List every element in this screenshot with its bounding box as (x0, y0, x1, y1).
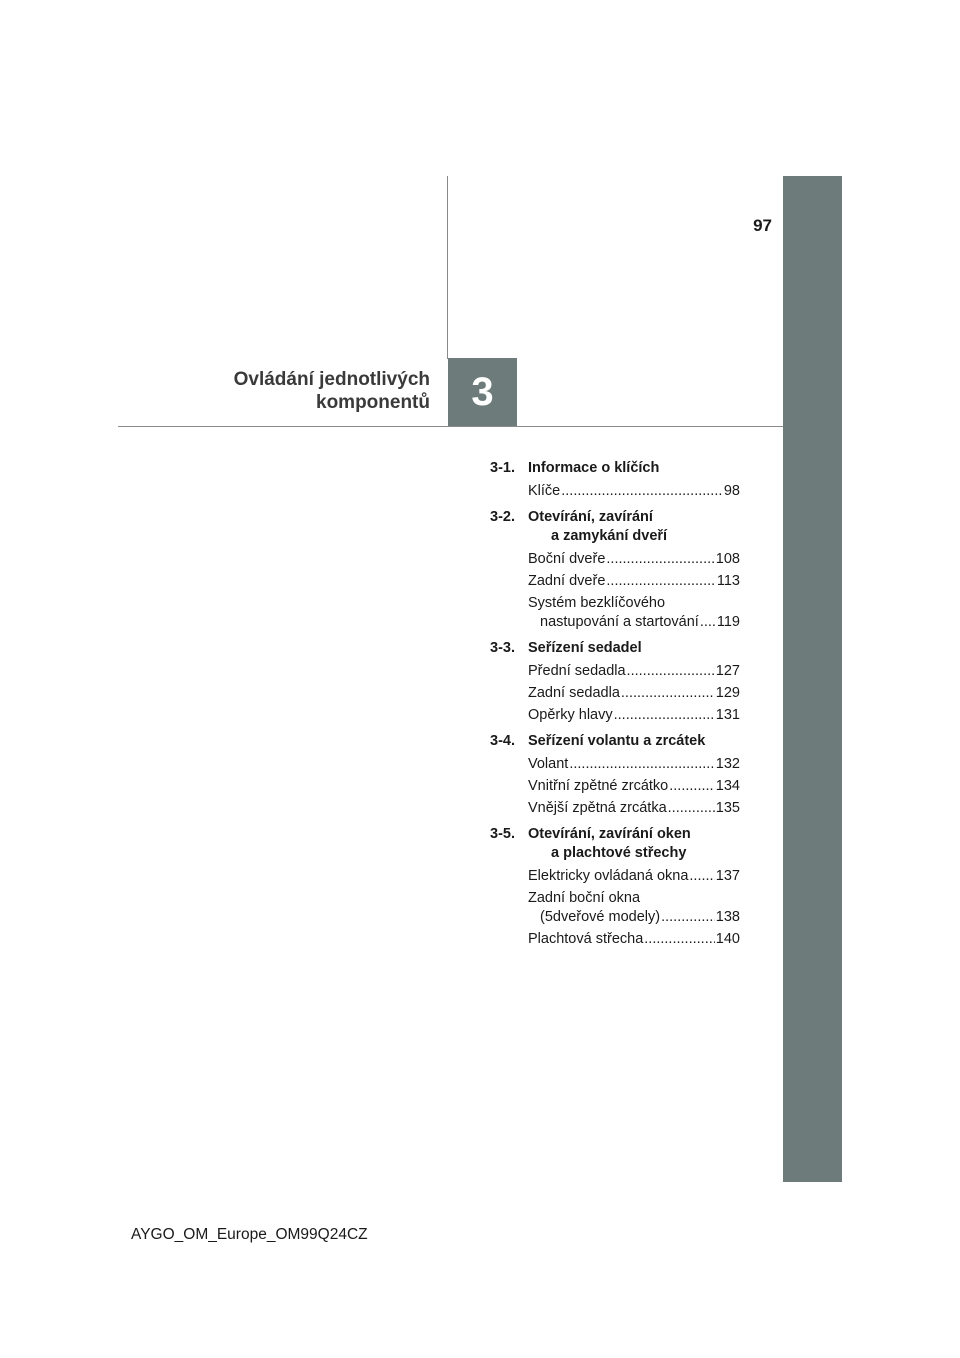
chapter-title-line-1: Ovládání jednotlivých (233, 369, 430, 390)
entry-page-number: 108 (715, 551, 740, 567)
section-heading (490, 459, 740, 478)
toc-entry[interactable] (490, 799, 740, 818)
entry-title: Opěrky hlavy (528, 707, 613, 723)
dot-leader (669, 777, 715, 796)
dot-leader (606, 550, 714, 569)
footer-code: AYGO_OM_Europe_OM99Q24CZ (131, 1226, 368, 1243)
toc-entry[interactable] (490, 550, 740, 569)
section-heading (490, 639, 740, 658)
toc-entry[interactable] (490, 572, 740, 591)
toc-entry[interactable] (490, 706, 740, 725)
chapter-number: 3 (471, 369, 494, 414)
entry-title: Vnitřní zpětné zrcátko (528, 778, 669, 794)
toc-section (490, 459, 740, 501)
toc-entry[interactable] (490, 930, 740, 949)
entry-title: Zadní sedadla (528, 685, 620, 701)
section-title (528, 732, 705, 751)
entry-page-number: 134 (715, 778, 740, 794)
chapter-number-box (448, 358, 517, 426)
page-number: 97 (753, 216, 772, 235)
section-title-line: Otevírání, zavírání oken (528, 826, 691, 842)
entry-page-number: 137 (715, 868, 740, 884)
entry-title: Elektricky ovládaná okna (528, 868, 689, 884)
entry-page-number: 113 (716, 573, 740, 589)
entry-page-number: 132 (715, 756, 740, 772)
vertical-rule (447, 176, 448, 359)
dot-leader (614, 706, 715, 725)
section-title (528, 825, 691, 863)
section-heading (490, 825, 740, 863)
toc-entry[interactable] (490, 594, 740, 632)
chapter-title (150, 368, 430, 414)
entry-page-number: 129 (715, 685, 740, 701)
section-title-line: a zamykání dveří (551, 528, 668, 544)
section-title-line: Informace o klíčích (528, 460, 660, 476)
entry-title-line: Systém bezklíčového (528, 595, 666, 611)
dot-leader (668, 799, 715, 818)
side-tab (783, 176, 842, 1182)
section-number: 3-2. (490, 509, 515, 525)
entry-page-number: 135 (715, 800, 740, 816)
section-title-line: Seřízení volantu a zrcátek (528, 733, 706, 749)
section-number: 3-1. (490, 460, 515, 476)
section-heading (490, 508, 740, 546)
dot-leader (644, 930, 715, 949)
entry-page-number: 140 (715, 931, 740, 947)
entry-title: (5dveřové modely) (540, 909, 661, 925)
toc-entry[interactable] (490, 684, 740, 703)
chapter-title-line-2: komponentů (316, 392, 430, 413)
dot-leader (627, 662, 715, 681)
dot-leader (661, 908, 715, 927)
entry-page-number: 131 (715, 707, 740, 723)
horizontal-rule (118, 426, 783, 427)
entry-title: Zadní dveře (528, 573, 606, 589)
section-number: 3-4. (490, 733, 515, 749)
toc-entry[interactable] (490, 755, 740, 774)
entry-title: Klíče (528, 483, 561, 499)
entry-title: Volant (528, 756, 569, 772)
entry-title-line: Zadní boční okna (528, 890, 641, 906)
entry-title: Boční dveře (528, 551, 606, 567)
dot-leader (621, 684, 715, 703)
entry-page-number: 98 (723, 483, 740, 499)
section-number: 3-5. (490, 826, 515, 842)
toc-entry[interactable] (490, 482, 740, 501)
section-title-line: Otevírání, zavírání (528, 509, 653, 525)
toc-section (490, 639, 740, 725)
section-title (528, 459, 659, 478)
toc-section (490, 825, 740, 949)
toc-section (490, 732, 740, 818)
entry-title: Plachtová střecha (528, 931, 644, 947)
entry-title: nastupování a startování (540, 614, 699, 630)
section-title-line: a plachtové střechy (551, 845, 687, 861)
entry-page-number: 119 (716, 614, 740, 630)
entry-title: Vnější zpětná zrcátka (528, 800, 667, 816)
table-of-contents (490, 459, 740, 956)
dot-leader (700, 613, 716, 632)
dot-leader (569, 755, 714, 774)
toc-section (490, 508, 740, 632)
section-title (528, 508, 667, 546)
section-title-line: Seřízení sedadel (528, 640, 642, 656)
dot-leader (689, 867, 714, 886)
section-title (528, 639, 642, 658)
toc-entry[interactable] (490, 889, 740, 927)
entry-page-number: 127 (715, 663, 740, 679)
entry-title: Přední sedadla (528, 663, 626, 679)
entry-page-number: 138 (715, 909, 740, 925)
section-number: 3-3. (490, 640, 515, 656)
toc-entry[interactable] (490, 867, 740, 886)
toc-entry[interactable] (490, 777, 740, 796)
dot-leader (561, 482, 723, 501)
toc-entry[interactable] (490, 662, 740, 681)
section-heading (490, 732, 740, 751)
dot-leader (606, 572, 715, 591)
